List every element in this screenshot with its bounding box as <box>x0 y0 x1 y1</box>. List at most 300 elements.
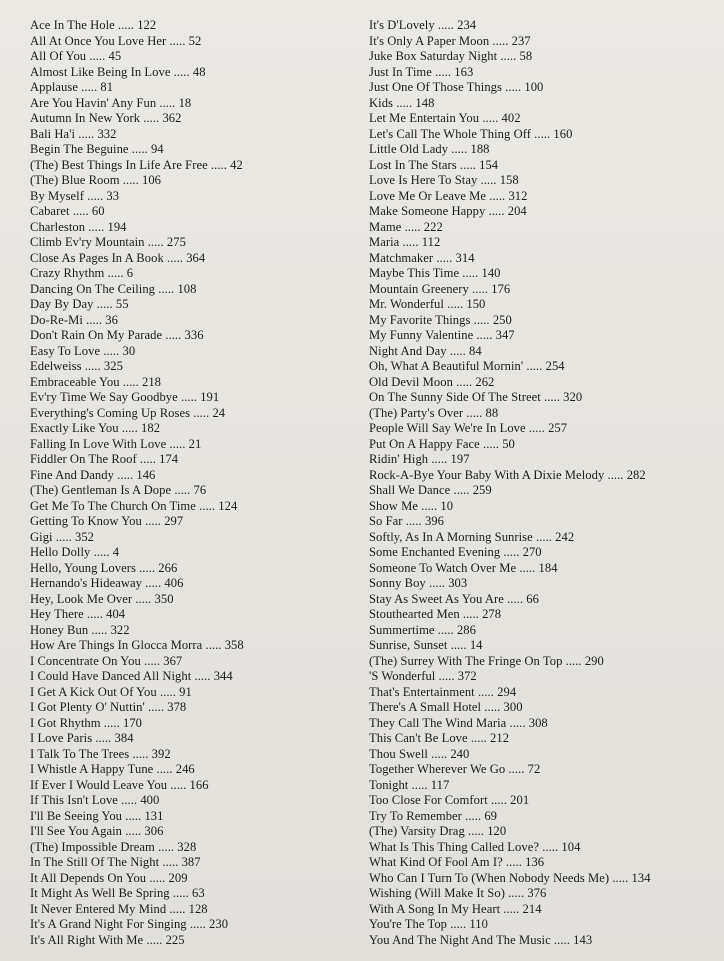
dot-leader: ..... <box>486 188 509 203</box>
index-entry <box>369 266 709 282</box>
page-number: 254 <box>545 359 565 373</box>
index-entry <box>30 530 360 546</box>
index-entry <box>30 731 360 747</box>
dot-leader: ..... <box>100 715 123 730</box>
page-number: 364 <box>186 250 206 265</box>
page-number: 286 <box>456 622 476 637</box>
dot-leader: ..... <box>433 250 456 265</box>
song-title: Love Me Or Leave Me <box>369 188 487 203</box>
page-number: 314 <box>455 250 475 265</box>
song-title: Little Old Lady <box>369 142 449 156</box>
song-title: Sonny Boy <box>369 576 426 590</box>
dot-leader: ..... <box>435 669 458 683</box>
song-title: This Can't Be Love <box>369 731 468 745</box>
index-entry <box>30 716 360 732</box>
index-entry <box>369 902 709 918</box>
index-entry <box>30 793 360 809</box>
song-title: Fiddler On The Roof <box>30 452 137 466</box>
song-title: Crazy Rhythm <box>30 266 105 280</box>
song-title: Ev'ry Time We Say Goodbye <box>30 390 178 404</box>
song-title: Put On A Happy Face <box>369 436 480 451</box>
index-entry <box>369 111 709 127</box>
index-entry <box>369 917 709 933</box>
index-entry <box>369 313 709 329</box>
page-number: 400 <box>140 793 160 807</box>
index-entry <box>369 933 709 949</box>
song-title: They Call The Wind Maria <box>369 715 507 730</box>
page-number: 336 <box>184 328 204 342</box>
song-title: There's A Small Hotel <box>369 700 482 714</box>
song-title: Cabaret <box>30 204 70 218</box>
dot-leader: ..... <box>202 638 225 652</box>
index-entry <box>369 716 709 732</box>
index-entry <box>369 545 709 561</box>
page-number: 58 <box>519 49 533 63</box>
dot-leader: ..... <box>550 932 574 947</box>
index-entry <box>30 313 360 329</box>
dot-leader: ..... <box>447 917 470 931</box>
page-number: 262 <box>475 374 495 389</box>
dot-leader: ..... <box>140 653 164 668</box>
song-title: Hernando's Hideaway <box>30 576 142 590</box>
song-title: Tonight <box>369 777 409 792</box>
page-number: 182 <box>141 421 161 435</box>
index-entry <box>30 855 360 871</box>
index-entry <box>369 344 709 360</box>
page-number: 259 <box>472 483 492 497</box>
index-entry <box>369 328 709 344</box>
song-title: Bali Ha'i <box>30 126 76 141</box>
dot-leader: ..... <box>504 886 528 900</box>
index-entry <box>30 902 360 918</box>
index-entry <box>30 576 360 592</box>
song-title: I'll Be Seeing You <box>30 808 123 823</box>
page-number: 300 <box>503 700 523 714</box>
song-title: Mr. Wonderful <box>369 297 444 311</box>
index-entry <box>30 669 360 685</box>
song-title: Ace In The Hole <box>30 18 115 32</box>
song-title: Ridin' High <box>369 452 429 466</box>
page-number: 234 <box>457 18 477 32</box>
index-entry <box>30 654 360 670</box>
index-entry <box>30 468 360 484</box>
index-entry <box>369 158 709 174</box>
page-number: 160 <box>553 126 573 141</box>
index-entry <box>30 297 360 313</box>
index-entry <box>30 80 360 96</box>
dot-leader: ..... <box>417 498 441 513</box>
dot-leader: ..... <box>113 467 137 482</box>
page-number: 362 <box>162 111 182 125</box>
song-title: Who Can I Turn To (When Nobody Needs Me) <box>369 870 610 885</box>
index-entry <box>30 220 360 236</box>
page-number: 30 <box>122 343 136 358</box>
index-entry <box>30 886 360 902</box>
page-number: 124 <box>218 498 238 513</box>
song-title: Stay As Sweet As You Are <box>369 591 504 606</box>
song-title: It's D'Lovely <box>369 18 435 32</box>
page-number: 246 <box>175 762 195 776</box>
page-number: 45 <box>108 49 122 63</box>
song-title: Honey Bun <box>30 622 89 637</box>
index-entry <box>30 204 360 220</box>
index-left-column <box>30 18 360 948</box>
index-entry <box>369 530 709 546</box>
dot-leader: ..... <box>497 49 520 63</box>
song-title: I Love Paris <box>30 731 93 745</box>
page-number: 14 <box>469 638 483 652</box>
index-entry <box>30 685 360 701</box>
page-number: 225 <box>165 932 185 947</box>
song-title: What Is This Thing Called Love? <box>369 839 540 854</box>
dot-leader: ..... <box>525 421 549 435</box>
song-title: Kids <box>369 95 393 110</box>
dot-leader: ..... <box>207 157 231 172</box>
page-number: 48 <box>192 64 206 79</box>
song-title: Wishing (Will Make It So) <box>369 886 505 900</box>
index-entry <box>369 65 709 81</box>
page-number: 110 <box>469 917 488 931</box>
page-number: 197 <box>450 452 470 466</box>
index-entry <box>369 824 709 840</box>
index-entry <box>369 871 709 887</box>
page-number: 352 <box>74 529 95 544</box>
index-entry <box>30 824 360 840</box>
dot-leader: ..... <box>169 886 193 900</box>
dot-leader: ..... <box>474 684 498 699</box>
dot-leader: ..... <box>506 715 529 730</box>
page-number: 91 <box>179 684 192 699</box>
dot-leader: ..... <box>171 483 194 497</box>
song-title: Try To Remember <box>369 808 462 823</box>
song-title: By Myself <box>30 188 84 203</box>
page-number: 270 <box>522 545 542 559</box>
page-number: 367 <box>163 653 183 668</box>
song-title: Maybe This Time <box>369 266 460 280</box>
page-number: 194 <box>107 219 127 234</box>
dot-leader: ..... <box>459 607 483 621</box>
dot-leader: ..... <box>393 95 416 110</box>
song-title: Some Enchanted Evening <box>369 545 501 559</box>
index-entry <box>30 142 360 158</box>
index-entry <box>369 49 709 65</box>
song-title: (The) Best Things In Life Are Free <box>30 157 208 172</box>
dot-leader: ..... <box>163 250 187 265</box>
dot-leader: ..... <box>153 762 176 776</box>
song-title: Falling In Love With Love <box>30 436 167 451</box>
dot-leader: ..... <box>477 173 500 187</box>
dot-leader: ..... <box>428 452 451 466</box>
index-entry <box>30 65 360 81</box>
song-title: Edelweiss <box>30 359 82 373</box>
dot-leader: ..... <box>446 343 469 358</box>
page-number: 212 <box>490 731 510 745</box>
dot-leader: ..... <box>140 111 163 125</box>
page-number: 242 <box>555 529 575 544</box>
index-entry <box>369 762 709 778</box>
index-entry <box>30 638 360 654</box>
dot-leader: ..... <box>104 266 127 280</box>
song-title: Just In Time <box>369 64 432 79</box>
song-title: Shall We Dance <box>369 483 451 497</box>
dot-leader: ..... <box>166 33 189 48</box>
index-entry <box>369 778 709 794</box>
song-title: Juke Box Saturday Night <box>369 49 498 63</box>
dot-leader: ..... <box>82 312 106 327</box>
dot-leader: ..... <box>155 281 178 296</box>
page-number: 33 <box>106 188 120 203</box>
index-entry <box>369 142 709 158</box>
dot-leader: ..... <box>500 901 523 916</box>
dot-leader: ..... <box>129 746 152 761</box>
page-number: 69 <box>484 808 498 823</box>
page-number: 143 <box>573 932 593 947</box>
page-number: 63 <box>192 886 205 900</box>
song-title: Applause <box>30 80 78 94</box>
page-number: 344 <box>213 669 233 683</box>
song-title: All Of You <box>30 49 87 63</box>
index-entry <box>369 173 709 189</box>
page-number: 294 <box>497 684 517 699</box>
song-title: Together Wherever We Go <box>369 762 506 776</box>
index-entry <box>30 421 360 437</box>
song-title: You're The Top <box>369 917 448 931</box>
index-entry <box>369 297 709 313</box>
dot-leader: ..... <box>177 390 201 404</box>
page-number: 404 <box>106 607 126 621</box>
dot-leader: ..... <box>166 901 189 916</box>
song-title: I Concentrate On You <box>30 653 141 668</box>
song-title: Gigi <box>30 529 53 544</box>
page-number: 170 <box>122 715 143 730</box>
dot-leader: ..... <box>450 483 473 497</box>
index-entry <box>369 390 709 406</box>
dot-leader: ..... <box>470 312 493 327</box>
index-entry <box>30 623 360 639</box>
index-entry <box>30 158 360 174</box>
page-number: 191 <box>200 390 220 404</box>
page-number: 50 <box>502 436 515 451</box>
dot-leader: ..... <box>136 452 160 466</box>
dot-leader: ..... <box>154 839 178 854</box>
dot-leader: ..... <box>487 793 511 807</box>
index-entry <box>369 514 709 530</box>
index-entry <box>30 700 360 716</box>
song-title: Autumn In New York <box>30 111 141 125</box>
index-entry <box>369 638 709 654</box>
dot-leader: ..... <box>90 545 113 559</box>
page-number: 120 <box>487 824 507 838</box>
index-entry <box>30 917 360 933</box>
song-title: Hello Dolly <box>30 545 91 559</box>
index-entry <box>369 840 709 856</box>
dot-leader: ..... <box>156 95 179 110</box>
index-entry <box>369 96 709 112</box>
song-title: Are You Havin' Any Fun <box>30 95 157 110</box>
page-number: 376 <box>527 886 547 900</box>
song-title: Hey, Look Me Over <box>30 591 133 606</box>
dot-leader: ..... <box>473 328 496 342</box>
page-number: 282 <box>626 467 646 482</box>
index-entry <box>369 468 709 484</box>
page-number: 406 <box>164 576 184 590</box>
dot-leader: ..... <box>456 157 480 172</box>
song-title: (The) Party's Over <box>369 405 464 420</box>
dot-leader: ..... <box>443 297 467 311</box>
song-title: My Funny Valentine <box>369 328 474 342</box>
page-number: 52 <box>188 33 202 48</box>
index-entry <box>369 204 709 220</box>
page-number: 209 <box>168 870 188 885</box>
index-entry <box>369 452 709 468</box>
page-number: 128 <box>188 901 208 916</box>
song-title: Let's Call The Whole Thing Off <box>369 126 531 141</box>
index-entry <box>30 406 360 422</box>
index-entry <box>369 375 709 391</box>
page-number: 36 <box>105 312 118 327</box>
dot-leader: ..... <box>408 777 431 792</box>
dot-leader: ..... <box>166 436 189 451</box>
song-title: You And The Night And The Music <box>369 932 551 947</box>
dot-leader: ..... <box>141 576 165 590</box>
index-entry <box>30 127 360 143</box>
song-title: I Whistle A Happy Tune <box>30 762 154 776</box>
page-number: 402 <box>501 111 521 125</box>
index-entry <box>30 282 360 298</box>
page-number: 396 <box>424 514 444 528</box>
index-entry <box>369 34 709 50</box>
dot-leader: ..... <box>186 917 210 931</box>
dot-leader: ..... <box>532 529 556 544</box>
song-title: Dancing On The Ceiling <box>30 281 156 296</box>
song-title: Summertime <box>369 622 435 637</box>
dot-leader: ..... <box>195 498 219 513</box>
page-number: 154 <box>479 157 499 172</box>
song-title: Show Me <box>369 498 418 513</box>
index-entry <box>369 18 709 34</box>
dot-leader: ..... <box>479 111 502 125</box>
dot-leader: ..... <box>562 653 585 668</box>
song-title: It's Only A Paper Moon <box>369 33 490 48</box>
index-entry <box>369 220 709 236</box>
page-number: 55 <box>115 297 129 311</box>
song-title: Begin The Beguine <box>30 142 129 156</box>
page-number: 350 <box>154 591 174 606</box>
dot-leader: ..... <box>167 777 190 792</box>
song-title: With A Song In My Heart <box>369 901 501 916</box>
index-entry <box>369 669 709 685</box>
page-number: 106 <box>141 173 162 187</box>
song-title: I Could Have Danced All Night <box>30 669 192 683</box>
page-number: 222 <box>423 219 443 234</box>
index-entry <box>30 49 360 65</box>
page-number: 10 <box>440 498 454 513</box>
dot-leader: ..... <box>92 731 115 745</box>
song-title: Everything's Coming Up Roses <box>30 405 191 420</box>
index-entry <box>369 607 709 623</box>
index-entry <box>30 96 360 112</box>
index-entry <box>30 266 360 282</box>
song-title: Matchmaker <box>369 250 434 265</box>
dot-leader: ..... <box>162 328 185 342</box>
song-title: Easy To Love <box>30 343 101 358</box>
page-number: 204 <box>507 204 527 218</box>
song-title: Maria <box>369 235 400 249</box>
index-entry <box>369 700 709 716</box>
song-title: Hello, Young Lovers <box>30 560 136 575</box>
song-title: Rock-A-Bye Your Baby With A Dixie Melody <box>369 467 605 482</box>
page-number: 266 <box>158 560 178 575</box>
page-number: 24 <box>212 405 226 420</box>
index-entry <box>30 747 360 763</box>
dot-leader: ..... <box>501 80 525 94</box>
index-entry <box>30 778 360 794</box>
page-number: 134 <box>631 870 651 885</box>
song-title: Don't Rain On My Parade <box>30 328 163 342</box>
index-entry <box>30 111 360 127</box>
song-title: On The Sunny Side Of The Street <box>369 390 541 404</box>
index-entry <box>369 592 709 608</box>
dot-leader: ..... <box>489 33 512 48</box>
dot-leader: ..... <box>540 390 564 404</box>
dot-leader: ..... <box>143 932 166 947</box>
page-number: 148 <box>415 95 435 110</box>
page-number: 278 <box>482 607 502 621</box>
dot-leader: ..... <box>425 576 449 590</box>
song-title: (The) Varsity Drag <box>369 824 465 838</box>
index-entry <box>30 840 360 856</box>
song-title: That's Entertainment <box>369 684 475 699</box>
page-number: 214 <box>522 901 542 916</box>
page-number: 358 <box>224 638 244 652</box>
song-title: Let Me Entertain You <box>369 111 480 125</box>
dot-leader: ..... <box>69 204 92 218</box>
dot-leader: ..... <box>170 64 193 79</box>
song-title: My Favorite Things <box>369 312 471 327</box>
page-number: 60 <box>91 204 105 218</box>
page-number: 328 <box>177 839 197 854</box>
song-title: Exactly Like You <box>30 421 119 435</box>
dot-leader: ..... <box>122 808 145 823</box>
dot-leader: ..... <box>132 591 155 606</box>
dot-leader: ..... <box>431 64 455 79</box>
song-title: (The) Blue Room <box>30 173 120 187</box>
page-number: 372 <box>457 669 477 683</box>
dot-leader: ..... <box>427 746 451 761</box>
song-title: I Got Plenty O' Nuttin' <box>30 700 145 714</box>
dot-leader: ..... <box>119 374 142 389</box>
dot-leader: ..... <box>86 49 109 63</box>
song-title: Hey There <box>30 607 84 621</box>
page-number: 158 <box>499 173 519 187</box>
dot-leader: ..... <box>464 824 488 838</box>
dot-leader: ..... <box>118 421 141 435</box>
page-number: 42 <box>230 157 243 172</box>
page-number: 108 <box>177 281 197 296</box>
index-entry <box>30 189 360 205</box>
index-entry <box>369 359 709 375</box>
index-entry <box>30 34 360 50</box>
page-number: 240 <box>450 746 470 761</box>
dot-leader: ..... <box>144 235 167 249</box>
index-entry <box>369 406 709 422</box>
page-number: 104 <box>561 839 581 854</box>
dot-leader: ..... <box>467 731 491 745</box>
index-entry <box>30 375 360 391</box>
dot-leader: ..... <box>93 297 116 311</box>
page-number: 6 <box>126 266 134 280</box>
song-title: What Kind Of Fool Am I? <box>369 855 503 869</box>
